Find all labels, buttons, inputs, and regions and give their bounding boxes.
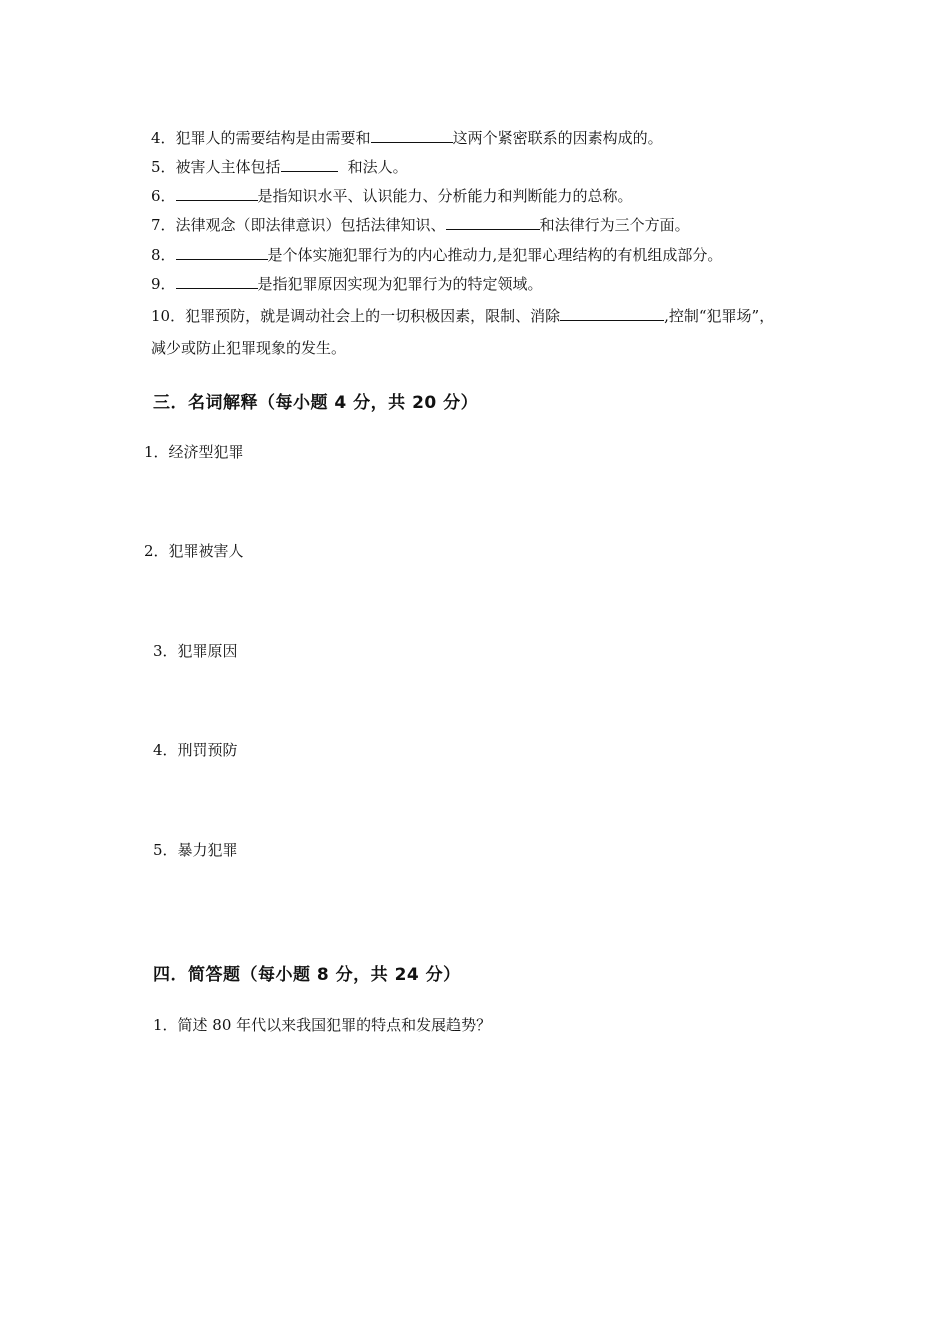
answer-blank bbox=[281, 157, 338, 172]
question-9 bbox=[151, 274, 543, 294]
question-text: 是指知识水平、认识能力、分析能力和判断能力的总称。 bbox=[257, 187, 633, 205]
question-number: 7． bbox=[151, 216, 176, 234]
answer-blank bbox=[176, 274, 258, 289]
answer-blank bbox=[371, 128, 453, 143]
section-3-item-5: 5．暴力犯罪 bbox=[153, 841, 238, 859]
section-3-heading: 三．名词解释（每小题 4 分，共 20 分） bbox=[153, 393, 479, 413]
section-4-heading: 四．简答题（每小题 8 分，共 24 分） bbox=[153, 965, 461, 985]
section-3-item-3: 3．犯罪原因 bbox=[153, 642, 238, 660]
question-10 bbox=[151, 306, 774, 326]
question-8 bbox=[151, 245, 722, 265]
question-text: 和法人。 bbox=[347, 158, 408, 176]
section-3-item-1: 1．经济型犯罪 bbox=[144, 443, 244, 461]
question-text: 是个体实施犯罪行为的内心推动力,是犯罪心理结构的有机组成部分。 bbox=[267, 246, 723, 264]
question-text: 是指犯罪原因实现为犯罪行为的特定领域。 bbox=[257, 275, 543, 293]
question-text: 犯罪预防，就是调动社会上的一切积极因素，限制、消除 bbox=[185, 307, 561, 325]
question-text: 这两个紧密联系的因素构成的。 bbox=[452, 129, 663, 147]
question-6 bbox=[151, 186, 633, 206]
question-text: 被害人主体包括 bbox=[175, 158, 281, 176]
section-4-item-1: 1．简述 80 年代以来我国犯罪的特点和发展趋势？ bbox=[153, 1016, 492, 1034]
question-5 bbox=[151, 157, 408, 177]
section-3-item-2: 2．犯罪被害人 bbox=[144, 542, 244, 560]
question-text: 减少或防止犯罪现象的发生。 bbox=[151, 339, 347, 357]
question-text: 法律观念（即法律意识）包括法律知识、 bbox=[175, 216, 446, 234]
question-number: 5． bbox=[151, 158, 176, 176]
answer-blank bbox=[176, 245, 268, 260]
answer-blank bbox=[560, 306, 664, 321]
question-7 bbox=[151, 215, 690, 235]
question-text: ,控制“犯罪场”， bbox=[664, 307, 775, 325]
question-number: 8． bbox=[151, 246, 176, 264]
question-number: 4． bbox=[151, 129, 176, 147]
question-text: 和法律行为三个方面。 bbox=[539, 216, 690, 234]
question-text: 犯罪人的需要结构是由需要和 bbox=[175, 129, 371, 147]
question-number: 6． bbox=[151, 187, 176, 205]
answer-blank bbox=[446, 215, 540, 230]
answer-blank bbox=[176, 186, 258, 201]
question-number: 10． bbox=[151, 307, 186, 325]
question-number: 9． bbox=[151, 275, 176, 293]
section-3-item-4: 4．刑罚预防 bbox=[153, 741, 238, 759]
question-10-continuation bbox=[151, 338, 346, 358]
question-4 bbox=[151, 128, 663, 148]
